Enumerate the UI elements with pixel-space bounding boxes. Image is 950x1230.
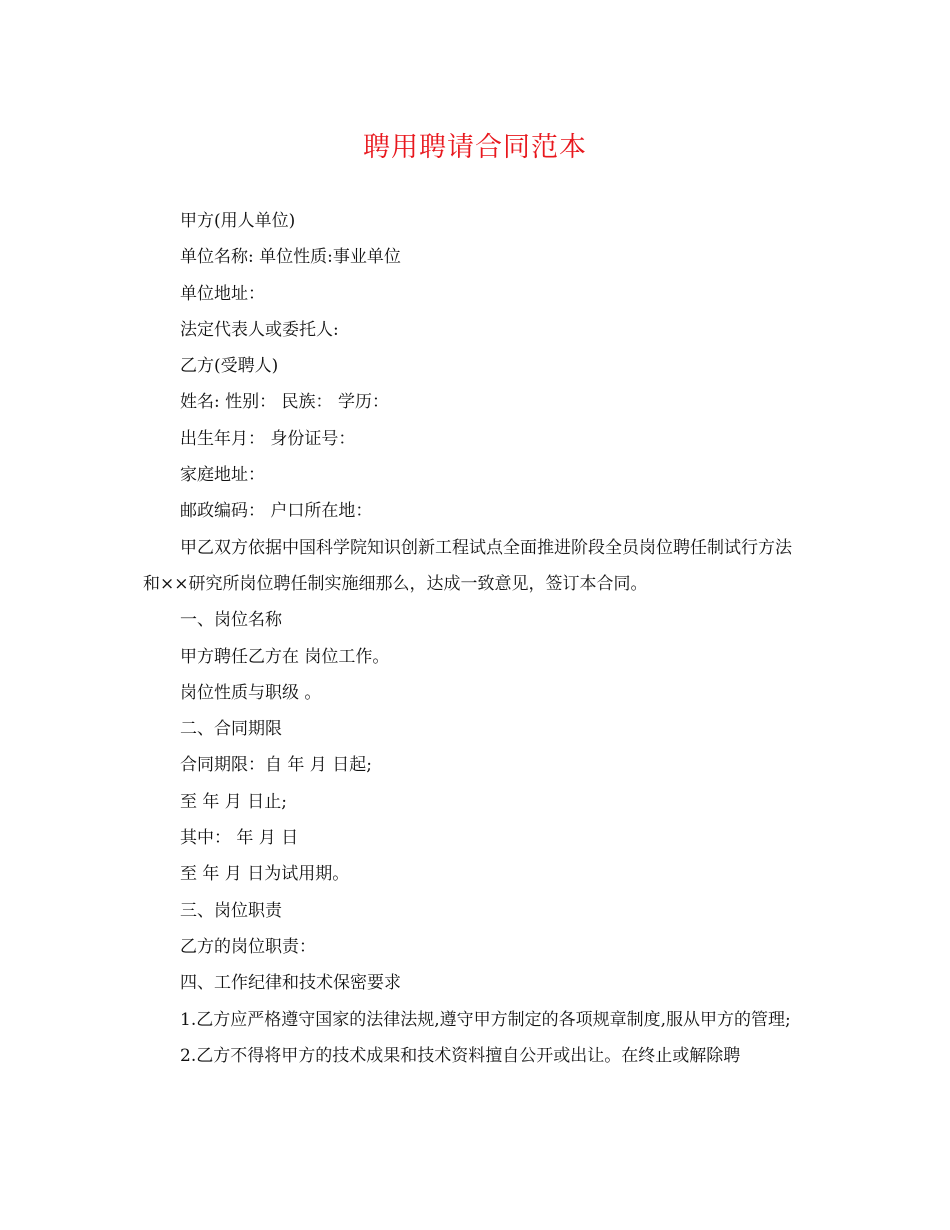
paragraph-unit-name: 单位名称: 单位性质:事业单位	[180, 247, 401, 268]
section-heading-position: 一、岗位名称	[180, 610, 282, 631]
paragraph-birth-id: 出生年月： 身份证号：	[180, 428, 356, 449]
paragraph-position-nature: 岗位性质与职级 。	[180, 682, 322, 703]
paragraph-postal-code: 邮政编码： 户口所在地：	[180, 501, 373, 522]
paragraph-probation-end: 至 年 月 日为试用期。	[180, 864, 350, 885]
paragraph-party-b: 乙方(受聘人)	[180, 356, 279, 377]
section-heading-discipline: 四、工作纪律和技术保密要求	[180, 973, 401, 994]
paragraph-probation-start: 其中： 年 月 日	[180, 828, 299, 849]
paragraph-position-assignment: 甲方聘任乙方在 岗位工作。	[180, 646, 390, 667]
paragraph-personal-info: 姓名: 性别： 民族： 学历：	[180, 392, 389, 413]
paragraph-unit-address: 单位地址：	[180, 283, 265, 304]
paragraph-home-address: 家庭地址：	[180, 465, 265, 486]
paragraph-duties: 乙方的岗位职责：	[180, 936, 316, 957]
paragraph-term-end: 至 年 月 日止;	[180, 791, 287, 812]
document-body	[143, 203, 803, 1074]
section-heading-duties: 三、岗位职责	[180, 900, 282, 921]
paragraph-party-a: 甲方(用人单位)	[180, 211, 296, 231]
paragraph-discipline-1: 1.乙方应严格遵守国家的法律法规,遵守甲方制定的各项规章制度,服从甲方的管理;	[180, 1009, 791, 1030]
paragraph-agreement-basis: 甲乙双方依据中国科学院知识创新工程试点全面推进阶段全员岗位聘任制试行方法和××研究所岗位聘任制实施细那么，达成一致意见，签订本合同。	[143, 537, 792, 594]
document-title: 聘用聘请合同范本	[363, 132, 587, 163]
paragraph-legal-representative: 法定代表人或委托人:	[180, 319, 339, 340]
paragraph-discipline-2: 2.乙方不得将甲方的技术成果和技术资料擅自公开或出让。在终止或解除聘	[180, 1045, 741, 1066]
paragraph-term-start: 合同期限：自 年 月 日起;	[180, 755, 372, 776]
section-heading-term: 二、合同期限	[180, 719, 282, 740]
